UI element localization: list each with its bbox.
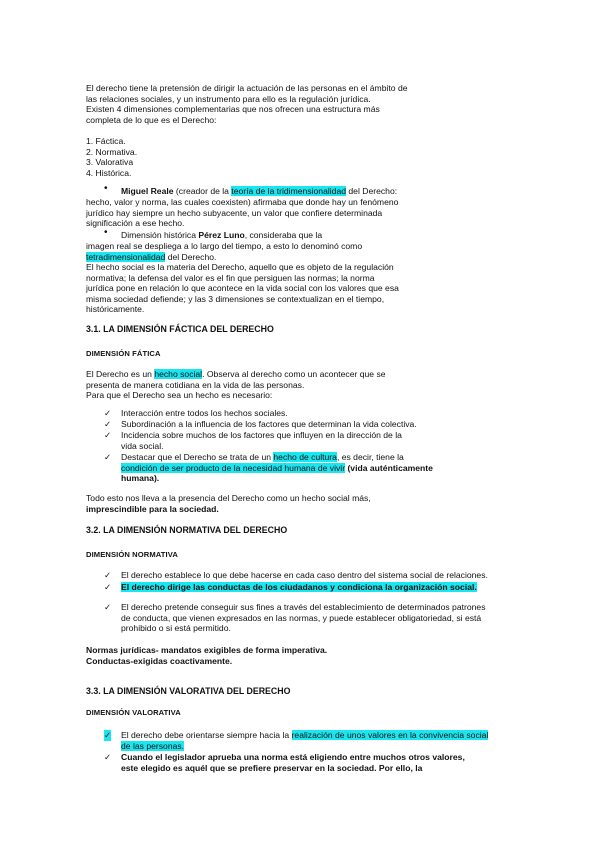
author-name: Miguel Reale bbox=[121, 186, 174, 196]
highlight: El derecho dirige las conductas de los ciudadanos y condiciona la organización social. bbox=[121, 582, 477, 592]
text-line: históricamente. bbox=[86, 304, 145, 315]
check-icon: ✓ bbox=[104, 452, 112, 462]
highlight: realización de unos valores en la convivencia social bbox=[291, 730, 489, 740]
perez-paragraph bbox=[86, 241, 526, 262]
text-span: . Observa al derecho como un acontecer que se bbox=[202, 369, 386, 379]
fatica-closing bbox=[86, 493, 526, 514]
check-icon: ✓ bbox=[104, 419, 112, 429]
text-line: imprescindible para la sociedad. bbox=[86, 503, 219, 514]
check-item bbox=[121, 752, 561, 773]
text-line: misma sociedad defiende; y las 3 dimensiones se contextualizan en el tiempo, bbox=[86, 293, 385, 304]
text-line: Conductas-exigidas coactivamente. bbox=[86, 655, 233, 666]
text-span: del Derecho. bbox=[165, 251, 217, 262]
text-line: jurídica pone en relación lo que acontece en la vida social con los valores que esa bbox=[86, 283, 399, 294]
text-line: hecho, valor y norma, las cuales coexisten) afirmaba que donde hay un fenómeno bbox=[86, 197, 399, 207]
text-line: El derecho tiene la pretensión de dirigir la actuación de las personas en el ámbito de bbox=[86, 83, 408, 93]
text-line: jurídico hay siempre un hecho subyacente, un valor que confiere determinada bbox=[86, 207, 383, 218]
text-span: humana). bbox=[121, 473, 160, 484]
text-line: significación a ese hecho. bbox=[86, 218, 185, 229]
text-line: de conducta, que vienen expresados en las normas, y puede establecer obligatoriedad, si está bbox=[121, 612, 482, 623]
bullet-icon: • bbox=[104, 183, 108, 194]
text-line: Para que el Derecho sea un hecho es necesario: bbox=[86, 390, 273, 401]
subsection-title: DIMENSIÓN VALORATIVA bbox=[86, 708, 181, 717]
text-span: El Derecho es un bbox=[86, 369, 155, 379]
check-item bbox=[121, 602, 541, 634]
hecho-social-paragraph bbox=[86, 262, 526, 315]
fatica-paragraph bbox=[86, 369, 526, 401]
check-icon: ✓ bbox=[104, 602, 112, 612]
highlight: condición de ser producto de la necesidad humana de vivir bbox=[121, 462, 346, 473]
check-item bbox=[121, 730, 561, 751]
check-icon: ✓ bbox=[104, 582, 112, 592]
text-line: completa de lo que es el Derecho: bbox=[86, 114, 217, 125]
text-line: presenta de manera cotidiana en la vida de las personas. bbox=[86, 379, 305, 390]
list-item: 2. Normativa. bbox=[86, 146, 138, 157]
subsection-title: DIMENSIÓN NORMATIVA bbox=[86, 550, 178, 559]
text-line: Todo esto nos lleva a la presencia del Derecho como un hecho social más, bbox=[86, 493, 371, 503]
highlight: teoría de la tridimensionalidad bbox=[231, 186, 347, 196]
check-icon: ✓ bbox=[104, 408, 112, 418]
intro-paragraph bbox=[86, 83, 526, 125]
text-line: El hecho social es la materia del Derecho, aquello que es objeto de la regulación bbox=[86, 262, 394, 272]
text-line: imagen real se despliega a lo largo del tiempo, a esto lo denominó como bbox=[86, 241, 363, 251]
check-icon: ✓ bbox=[104, 570, 112, 580]
text-line: Normas jurídicas- mandatos exigibles de forma imperativa. bbox=[86, 645, 328, 655]
check-icon: ✓ bbox=[104, 430, 112, 440]
text-line: normativa; la defensa del valor es el fin que persiguen las normas; la norma bbox=[86, 272, 375, 283]
text-line: Cuando el legislador aprueba una norma está eligiendo entre muchos otros valores, bbox=[121, 752, 465, 762]
normas-bold bbox=[86, 645, 526, 666]
check-item: Interacción entre todos los hechos sociales. bbox=[121, 408, 288, 418]
check-item bbox=[121, 582, 541, 593]
check-item: Subordinación a la influencia de los factores que determinan la vida colectiva. bbox=[121, 419, 417, 429]
text-span: El derecho debe orientarse siempre hacia la bbox=[121, 730, 292, 740]
check-item-cultura bbox=[121, 452, 561, 484]
list-item: 1. Fáctica. bbox=[86, 136, 126, 146]
text-span: (creador de la bbox=[173, 186, 232, 196]
highlight: hecho social bbox=[154, 369, 203, 379]
section-title-3-2: 3.2. LA DIMENSIÓN NORMATIVA DEL DERECHO bbox=[86, 525, 288, 535]
highlight: tetradimensionalidad bbox=[86, 251, 166, 262]
text-span: , consideraba que la bbox=[244, 230, 323, 240]
text-line: las relaciones sociales, y un instrumento para ello es la regulación jurídica. bbox=[86, 93, 371, 104]
check-item: Incidencia sobre muchos de los factores que influyen en la dirección de la bbox=[121, 430, 402, 440]
text-line: El derecho pretende conseguir sus fines a través del establecimiento de determinados patrones bbox=[121, 602, 486, 612]
list-item: 3. Valorativa bbox=[86, 157, 134, 168]
text-span: , es decir, tiene la bbox=[336, 452, 404, 462]
list-item: 4. Histórica. bbox=[86, 167, 132, 178]
highlight: hecho de cultura bbox=[273, 452, 337, 462]
author-name: Pérez Luno bbox=[198, 230, 245, 240]
text-line: este elegido es aquél que se prefiere preservar en la sociedad. Por ello, la bbox=[121, 762, 423, 773]
perez-line bbox=[121, 230, 561, 241]
section-title-3-3: 3.3. LA DIMENSIÓN VALORATIVA DEL DERECHO bbox=[86, 686, 291, 696]
check-item: El derecho establece lo que debe hacerse en cada caso dentro del sistema social de relaciones. bbox=[121, 570, 488, 580]
highlight: de las personas. bbox=[121, 740, 185, 751]
reale-paragraph bbox=[86, 197, 526, 229]
bullet-icon: • bbox=[104, 227, 108, 238]
dimensions-list bbox=[86, 136, 526, 178]
section-title-3-1: 3.1. LA DIMENSIÓN FÁCTICA DEL DERECHO bbox=[86, 324, 274, 334]
text-span: (vida auténticamente bbox=[345, 462, 433, 473]
text-span: Dimensión histórica bbox=[121, 230, 199, 240]
text-line: Existen 4 dimensiones complementarias que nos ofrecen una estructura más bbox=[86, 104, 380, 115]
check-icon: ✓ bbox=[104, 752, 112, 762]
reale-line bbox=[121, 186, 561, 197]
text-line: prohibido o si está permitido. bbox=[121, 623, 231, 634]
subsection-title: DIMENSIÓN FÁTICA bbox=[86, 349, 161, 358]
text-span: del Derecho: bbox=[346, 186, 398, 196]
text-span: Destacar que el Derecho se trata de un bbox=[121, 452, 274, 462]
check-icon: ✓ bbox=[104, 730, 112, 740]
check-item-cont: vida social. bbox=[121, 441, 164, 451]
